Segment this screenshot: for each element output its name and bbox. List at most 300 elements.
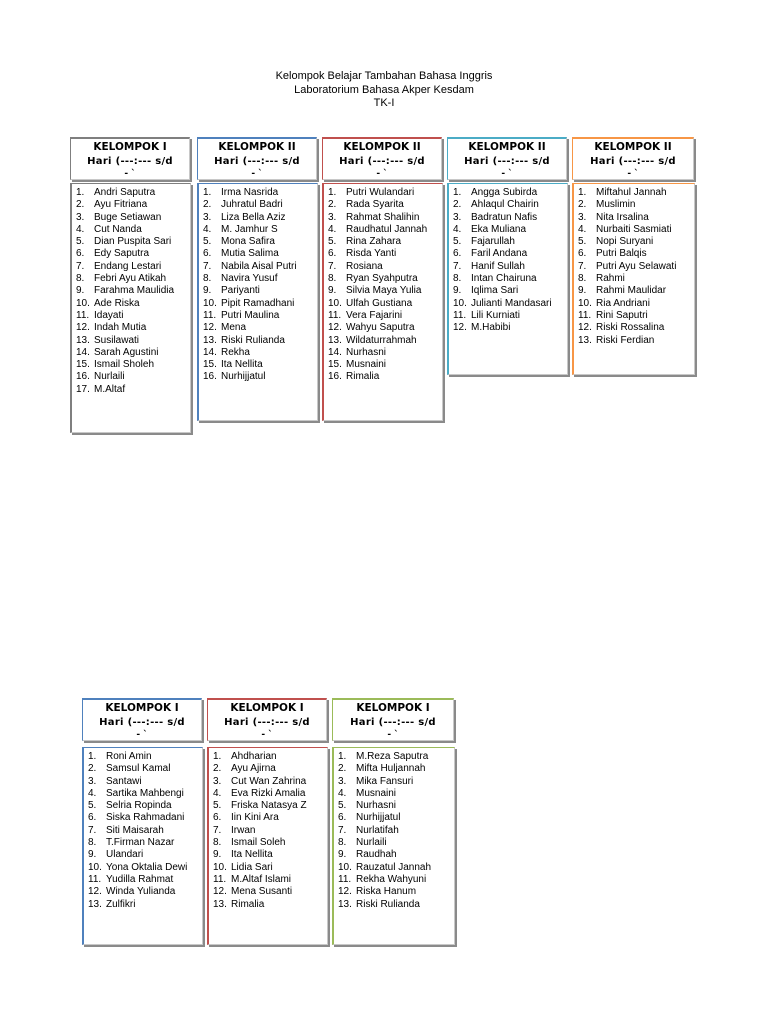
member-name: Zulfikri	[106, 898, 136, 910]
list-item	[203, 359, 317, 371]
list-item-number: 11.	[328, 309, 342, 321]
member-name: Riski Rossalina	[596, 322, 665, 334]
member-name: Miftahul Jannah	[596, 187, 667, 198]
group-schedule: Hari (---:--- s/d	[224, 717, 310, 728]
list-item	[76, 384, 190, 396]
list-item-number: 3.	[338, 775, 347, 787]
list-item	[203, 236, 317, 248]
group-title: KELOMPOK I	[105, 702, 179, 714]
group-title: KELOMPOK II	[594, 141, 672, 153]
group-schedule: Hari (---:--- s/d	[464, 156, 550, 167]
member-name: Nurhasni	[356, 800, 397, 812]
list-item	[453, 310, 567, 322]
group-schedule: Hari (---:--- s/d	[590, 156, 676, 167]
member-name: Roni Amin	[106, 751, 152, 762]
list-item	[213, 899, 327, 911]
list-item-number: 12.	[88, 886, 102, 898]
member-name: Friska Natasya Z	[231, 800, 307, 812]
list-item	[328, 347, 442, 359]
member-name: Risda Yanti	[346, 248, 397, 260]
list-item-number: 3.	[453, 211, 462, 223]
list-item	[338, 886, 454, 898]
member-name: Endang Lestari	[94, 260, 162, 272]
list-item-number: 7.	[76, 260, 85, 272]
list-item	[76, 224, 190, 236]
member-name: Eka Muliana	[471, 223, 527, 235]
member-name: Winda Yulianda	[106, 886, 176, 898]
list-item-number: 8.	[76, 273, 85, 285]
list-item	[88, 837, 202, 849]
list-item-number: 3.	[213, 775, 222, 787]
member-name: Musnaini	[346, 359, 387, 371]
list-item	[578, 212, 694, 224]
member-name: Rosiana	[346, 260, 383, 272]
group-title: KELOMPOK II	[218, 141, 296, 153]
group-header-box	[332, 698, 454, 741]
group-schedule-cut: - `	[251, 169, 263, 179]
list-item-number: 11.	[338, 873, 352, 885]
list-item	[203, 187, 317, 199]
list-item-number: 6.	[76, 248, 85, 260]
list-item	[328, 212, 442, 224]
member-name: Wildaturrahmah	[346, 334, 417, 346]
list-item-number: 1.	[203, 187, 212, 198]
list-item-number: 12.	[76, 322, 90, 334]
list-item-number: 2.	[453, 199, 462, 211]
list-item-number: 11.	[76, 309, 90, 321]
list-item-number: 2.	[76, 199, 85, 211]
member-name: Ria Andriani	[596, 297, 650, 309]
list-item	[338, 800, 454, 812]
list-item	[213, 862, 327, 874]
group-member-list	[447, 183, 568, 375]
list-item-number: 4.	[328, 223, 337, 235]
list-item-number: 5.	[453, 236, 462, 248]
list-item	[88, 899, 202, 911]
list-item-number: 12.	[453, 322, 467, 334]
list-item-number: 10.	[88, 861, 102, 873]
group-header-box	[322, 137, 442, 180]
list-item	[328, 261, 442, 273]
list-item	[578, 261, 694, 273]
list-item	[338, 825, 454, 837]
member-name: Riski Rulianda	[221, 334, 285, 346]
member-name: Nurhasni	[346, 346, 387, 358]
member-name: Susilawati	[94, 334, 140, 346]
list-item	[213, 837, 327, 849]
member-list	[213, 751, 327, 911]
list-item-number: 3.	[203, 211, 212, 223]
list-item-number: 7.	[203, 260, 212, 272]
group-schedule-cut: - `	[136, 730, 148, 740]
member-name: Rada Syarita	[346, 199, 404, 211]
list-item	[203, 335, 317, 347]
member-name: Cut Nanda	[94, 223, 142, 235]
member-name: Edy Saputra	[94, 248, 150, 260]
member-name: Wahyu Saputra	[346, 322, 415, 334]
group-schedule-cut: - `	[124, 169, 136, 179]
member-list	[453, 187, 567, 335]
list-item-number: 13.	[213, 898, 227, 910]
list-item-number: 1.	[88, 751, 97, 762]
list-item	[88, 849, 202, 861]
list-item-number: 4.	[453, 223, 462, 235]
list-item	[578, 199, 694, 211]
member-name: Ismail Sholeh	[94, 359, 155, 371]
group-schedule-cut: - `	[627, 169, 639, 179]
member-name: Irwan	[231, 824, 256, 836]
member-name: Putri Balqis	[596, 248, 647, 260]
list-item	[76, 187, 190, 199]
member-name: Putri Maulina	[221, 309, 280, 321]
list-item	[328, 199, 442, 211]
list-item	[213, 788, 327, 800]
member-name: Vera Fajarini	[346, 309, 403, 321]
list-item-number: 2.	[328, 199, 337, 211]
member-name: Mona Safira	[221, 236, 275, 248]
member-list	[88, 751, 202, 911]
member-name: Riski Ferdian	[596, 334, 655, 346]
member-name: Yona Oktalia Dewi	[106, 861, 188, 873]
list-item-number: 4.	[338, 787, 347, 799]
list-item	[76, 199, 190, 211]
member-name: Rekha Wahyuni	[356, 873, 427, 885]
member-name: Nabila Aisal Putri	[221, 260, 297, 272]
list-item	[578, 285, 694, 297]
member-name: Idayati	[94, 309, 124, 321]
member-name: Febri Ayu Atikah	[94, 273, 167, 285]
list-item	[338, 874, 454, 886]
list-item-number: 5.	[338, 800, 347, 812]
list-item-number: 10.	[453, 297, 467, 309]
member-name: Rauzatul Jannah	[356, 861, 432, 873]
group-schedule-cut: - `	[261, 730, 273, 740]
list-item	[338, 812, 454, 824]
member-name: Juhratul Badri	[221, 199, 283, 211]
list-item	[76, 347, 190, 359]
member-name: Buge Setiawan	[94, 211, 162, 223]
group-schedule-cut: - `	[387, 730, 399, 740]
member-name: Iqlima Sari	[471, 285, 519, 297]
list-item	[328, 248, 442, 260]
list-item-number: 4.	[213, 787, 222, 799]
group-schedule: Hari (---:--- s/d	[339, 156, 425, 167]
member-list	[338, 751, 454, 911]
list-item	[88, 886, 202, 898]
list-item-number: 10.	[76, 297, 90, 309]
list-item	[578, 322, 694, 334]
group-header-box	[207, 698, 327, 741]
list-item	[338, 849, 454, 861]
list-item-number: 4.	[76, 223, 85, 235]
member-name: M.Habibi	[471, 322, 511, 334]
member-name: Lidia Sari	[231, 861, 273, 873]
list-item-number: 5.	[213, 800, 222, 812]
member-name: Ahlaqul Chairin	[471, 199, 539, 211]
member-name: Musnaini	[356, 787, 397, 799]
member-name: Eva Rizki Amalia	[231, 787, 306, 799]
group-title: KELOMPOK I	[230, 702, 304, 714]
list-item-number: 4.	[88, 787, 97, 799]
list-item	[203, 285, 317, 297]
group-title: KELOMPOK I	[93, 141, 167, 153]
member-name: Cut Wan Zahrina	[231, 775, 307, 787]
member-name: Muslimin	[596, 199, 636, 211]
member-name: Mutia Salima	[221, 248, 279, 260]
list-item	[203, 310, 317, 322]
list-item-number: 10.	[213, 861, 227, 873]
member-name: M.Reza Saputra	[356, 751, 429, 762]
group-schedule: Hari (---:--- s/d	[87, 156, 173, 167]
document-title: Kelompok Belajar Tambahan Bahasa Inggris	[275, 70, 493, 82]
list-item	[88, 825, 202, 837]
group-member-list	[207, 747, 328, 945]
list-item-number: 2.	[578, 199, 587, 211]
list-item-number: 14.	[76, 346, 90, 358]
list-item-number: 12.	[328, 322, 342, 334]
group-member-list	[82, 747, 203, 945]
list-item-number: 3.	[88, 775, 97, 787]
member-name: Nurlaili	[356, 837, 387, 849]
list-item-number: 16.	[76, 371, 90, 383]
list-item	[328, 335, 442, 347]
member-name: Nita Irsalina	[596, 211, 649, 223]
list-item-number: 12.	[578, 322, 592, 334]
list-item	[338, 751, 454, 763]
list-item-number: 7.	[338, 824, 347, 836]
member-list	[76, 187, 190, 396]
list-item-number: 9.	[76, 285, 85, 297]
list-item-number: 6.	[88, 812, 97, 824]
list-item-number: 9.	[578, 285, 587, 297]
list-item-number: 8.	[338, 837, 347, 849]
list-item	[76, 310, 190, 322]
list-item	[213, 886, 327, 898]
list-item	[213, 763, 327, 775]
member-name: Nurlatifah	[356, 824, 399, 836]
list-item-number: 11.	[203, 309, 217, 321]
list-item-number: 16.	[203, 371, 217, 383]
list-item-number: 11.	[213, 873, 227, 885]
list-item	[453, 212, 567, 224]
member-name: Angga Subirda	[471, 187, 538, 198]
list-item-number: 13.	[88, 898, 102, 910]
group-title: KELOMPOK II	[343, 141, 421, 153]
list-item	[76, 261, 190, 273]
list-item	[578, 273, 694, 285]
member-name: Mena Susanti	[231, 886, 293, 898]
list-item	[88, 800, 202, 812]
group-member-list	[322, 183, 443, 421]
member-name: Lili Kurniati	[471, 309, 520, 321]
list-item-number: 13.	[328, 334, 342, 346]
list-item	[453, 224, 567, 236]
list-item-number: 6.	[578, 248, 587, 260]
list-item	[88, 763, 202, 775]
group-schedule: Hari (---:--- s/d	[350, 717, 436, 728]
group-member-list	[332, 747, 455, 945]
member-name: Putri Ayu Selawati	[596, 260, 677, 272]
list-item-number: 2.	[338, 763, 347, 775]
list-item-number: 8.	[578, 273, 587, 285]
list-item-number: 11.	[453, 309, 467, 321]
list-item-number: 5.	[328, 236, 337, 248]
list-item	[578, 310, 694, 322]
list-item-number: 3.	[578, 211, 587, 223]
member-name: Yudilla Rahmat	[106, 873, 174, 885]
list-item	[328, 359, 442, 371]
list-item	[578, 248, 694, 260]
list-item-number: 7.	[213, 824, 222, 836]
list-item	[328, 310, 442, 322]
list-item	[328, 285, 442, 297]
member-name: Andri Saputra	[94, 187, 156, 198]
list-item	[453, 298, 567, 310]
group-header-box	[82, 698, 202, 741]
group-header-box	[572, 137, 694, 180]
member-name: Iin Kini Ara	[231, 812, 279, 824]
list-item-number: 12.	[213, 886, 227, 898]
list-item	[453, 273, 567, 285]
list-item	[76, 298, 190, 310]
member-name: Rini Saputri	[596, 309, 648, 321]
list-item	[203, 199, 317, 211]
list-item-number: 5.	[578, 236, 587, 248]
list-item-number: 5.	[203, 236, 212, 248]
list-item	[76, 273, 190, 285]
list-item	[453, 248, 567, 260]
member-name: Raudhah	[356, 849, 397, 861]
list-item-number: 7.	[578, 260, 587, 272]
member-name: M.Altaf Islami	[231, 873, 292, 885]
list-item-number: 3.	[76, 211, 85, 223]
member-name: Rahmi	[596, 273, 625, 285]
list-item	[213, 849, 327, 861]
list-item	[213, 776, 327, 788]
member-name: Ayu Ajirna	[231, 763, 276, 775]
member-name: M.Altaf	[94, 383, 126, 395]
group-title: KELOMPOK I	[356, 702, 430, 714]
member-list	[578, 187, 694, 347]
list-item	[338, 788, 454, 800]
list-item-number: 13.	[203, 334, 217, 346]
list-item	[76, 236, 190, 248]
member-name: Ayu Fitriana	[94, 199, 148, 211]
list-item-number: 6.	[213, 812, 222, 824]
member-name: Irma Nasrida	[221, 187, 279, 198]
member-name: Silvia Maya Yulia	[346, 285, 422, 297]
list-item	[213, 751, 327, 763]
member-name: Riski Rulianda	[356, 898, 420, 910]
list-item	[453, 261, 567, 273]
group-header-box	[447, 137, 567, 180]
list-item-number: 13.	[338, 898, 352, 910]
group-schedule: Hari (---:--- s/d	[99, 717, 185, 728]
list-item-number: 1.	[453, 187, 462, 198]
list-item	[578, 224, 694, 236]
member-name: Intan Chairuna	[471, 273, 537, 285]
list-item-number: 7.	[88, 824, 97, 836]
list-item	[578, 335, 694, 347]
list-item-number: 15.	[76, 359, 90, 371]
group-member-list	[70, 183, 191, 433]
list-item-number: 8.	[213, 837, 222, 849]
list-item	[76, 335, 190, 347]
member-name: Rina Zahara	[346, 236, 402, 248]
member-name: Ryan Syahputra	[346, 273, 418, 285]
list-item	[328, 236, 442, 248]
list-item	[338, 862, 454, 874]
member-name: Sarah Agustini	[94, 346, 159, 358]
list-item	[203, 248, 317, 260]
list-item-number: 7.	[328, 260, 337, 272]
list-item	[328, 322, 442, 334]
member-name: Ulfah Gustiana	[346, 297, 413, 309]
list-item-number: 11.	[578, 309, 592, 321]
list-item-number: 12.	[203, 322, 217, 334]
list-item-number: 2.	[213, 763, 222, 775]
group-header-box	[197, 137, 317, 180]
list-item-number: 4.	[578, 223, 587, 235]
list-item	[328, 187, 442, 199]
member-name: Rahmat Shalihin	[346, 211, 420, 223]
list-item-number: 11.	[88, 873, 102, 885]
list-item-number: 10.	[203, 297, 217, 309]
member-name: Hanif Sullah	[471, 260, 525, 272]
member-name: Fajarullah	[471, 236, 515, 248]
list-item-number: 14.	[203, 346, 217, 358]
list-item-number: 9.	[213, 849, 222, 861]
list-item-number: 8.	[203, 273, 212, 285]
list-item	[338, 899, 454, 911]
list-item-number: 9.	[88, 849, 97, 861]
list-item-number: 15.	[328, 359, 342, 371]
list-item-number: 10.	[338, 861, 352, 873]
list-item	[88, 788, 202, 800]
list-item-number: 4.	[203, 223, 212, 235]
list-item-number: 13.	[578, 334, 592, 346]
list-item	[76, 285, 190, 297]
member-name: Riska Hanum	[356, 886, 417, 898]
list-item	[338, 837, 454, 849]
list-item	[213, 825, 327, 837]
member-name: Ita Nellita	[231, 849, 273, 861]
list-item-number: 10.	[328, 297, 342, 309]
list-item	[203, 371, 317, 383]
list-item	[203, 347, 317, 359]
member-name: Navira Yusuf	[221, 273, 278, 285]
list-item	[213, 874, 327, 886]
list-item	[88, 812, 202, 824]
list-item	[203, 224, 317, 236]
list-item-number: 5.	[88, 800, 97, 812]
list-item-number: 5.	[76, 236, 85, 248]
list-item	[88, 874, 202, 886]
member-name: Putri Wulandari	[346, 187, 415, 198]
list-item	[453, 199, 567, 211]
list-item-number: 8.	[328, 273, 337, 285]
group-schedule-cut: - `	[376, 169, 388, 179]
member-name: Faril Andana	[471, 248, 528, 260]
list-item-number: 6.	[453, 248, 462, 260]
member-name: Raudhatul Jannah	[346, 223, 428, 235]
member-name: Ade Riska	[94, 297, 140, 309]
document-subtitle: Laboratorium Bahasa Akper Kesdam	[294, 84, 474, 96]
member-name: Farahma Maulidia	[94, 285, 175, 297]
list-item-number: 6.	[203, 248, 212, 260]
member-name: Pipit Ramadhani	[221, 297, 295, 309]
list-item	[76, 212, 190, 224]
